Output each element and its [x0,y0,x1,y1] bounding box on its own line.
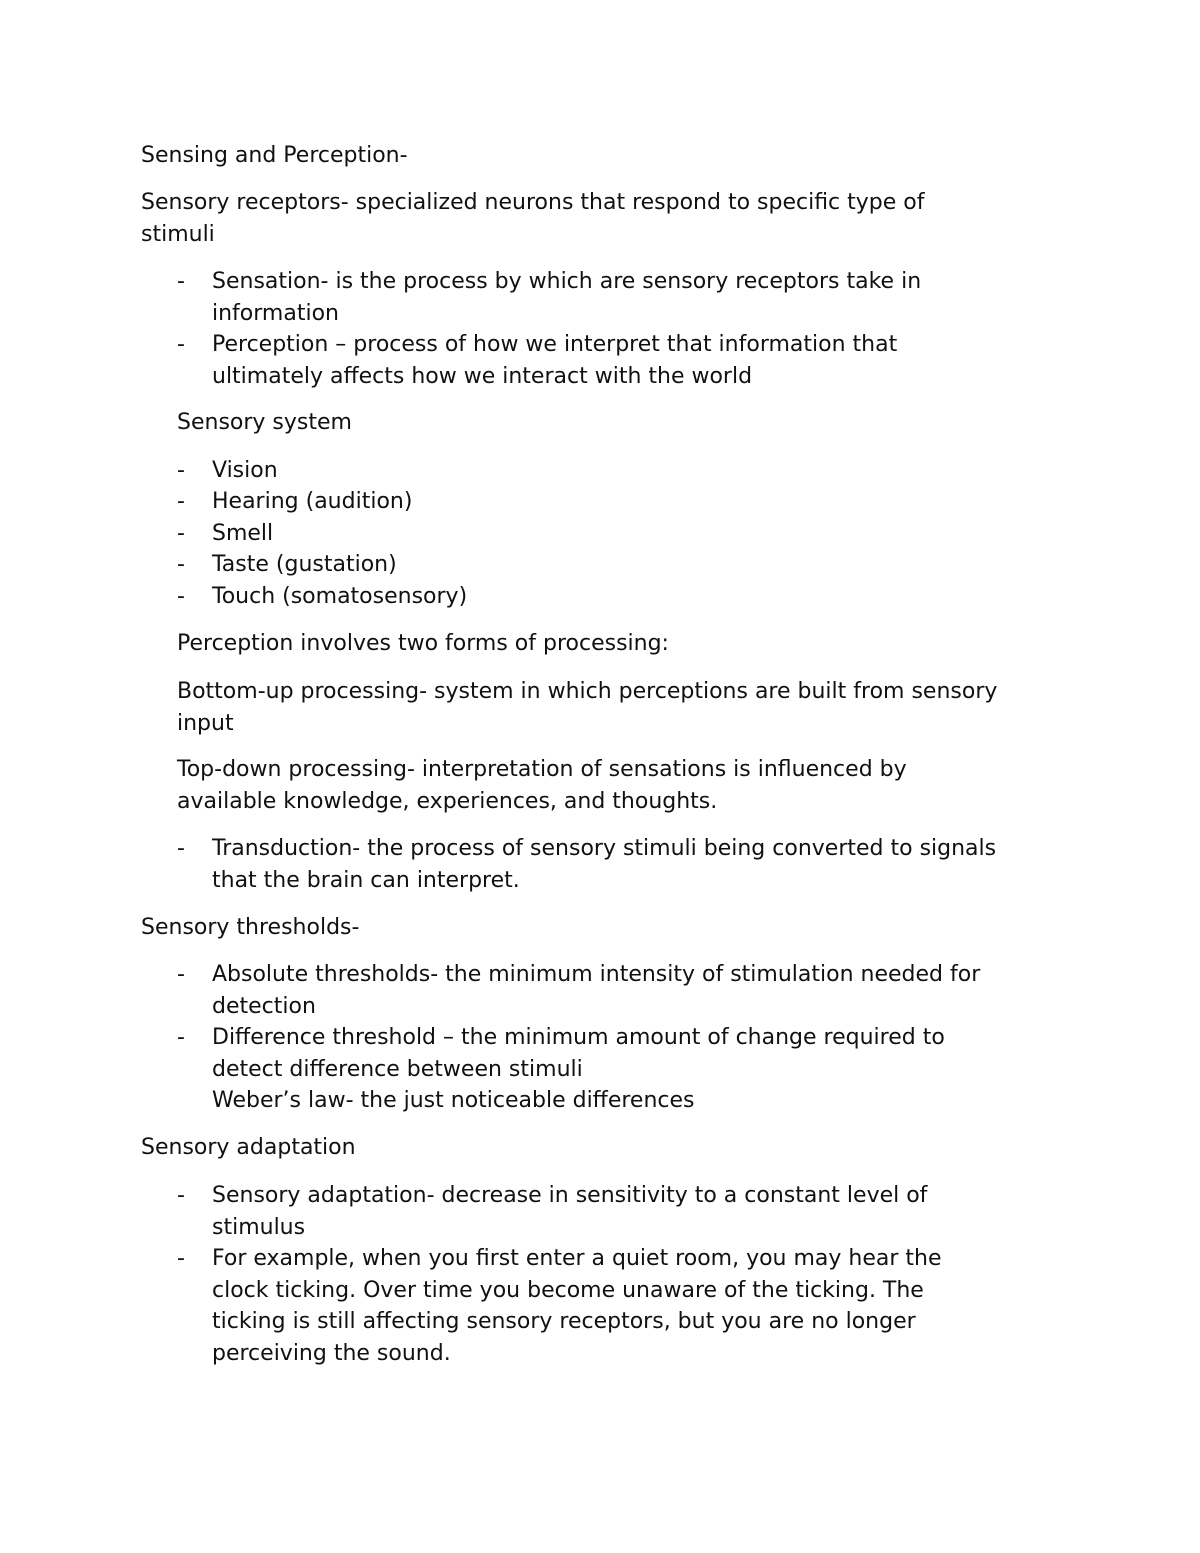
list-item-text: Smell [212,521,274,546]
bullet-dash: - [177,962,185,987]
top-down-line: Top-down processing- interpretation of sensations is influenced by [177,757,907,782]
bottom-up-line: Bottom-up processing- system in which perceptions are built from sensory [177,679,998,704]
adaptation-heading: Sensory adaptation [141,1135,356,1160]
sensory-system-heading: Sensory system [177,410,352,435]
top-down-paragraph [177,754,907,817]
list-item-line: Difference threshold – the minimum amount of change required to [212,1025,945,1050]
list-item-line: information [212,300,339,326]
perception-processing-text: Perception involves two forms of processing: [177,631,669,656]
list-item-line: Sensation- is the process by which are sensory receptors take in [212,269,922,294]
bullet-dash: - [177,584,185,609]
bullet-dash: - [177,489,185,514]
list-item-line: Weber’s law- the just noticeable differences [212,1088,695,1113]
document-title: Sensing and Perception- [141,143,408,168]
list-item-text: Taste (gustation) [212,552,397,577]
list-item-line: stimulus [212,1214,306,1240]
list-item-line: ultimately affects how we interact with the world [212,363,753,389]
list-item-line: detect difference between stimuli [212,1056,583,1082]
list-item-line: Absolute thresholds- the minimum intensity of stimulation needed for [212,962,981,987]
top-down-line: available knowledge, experiences, and thoughts. [177,788,718,814]
list-item-line: perceiving the sound. [212,1340,451,1366]
bullet-dash: - [177,458,185,483]
bottom-up-line: input [177,710,234,736]
thresholds-heading: Sensory thresholds- [141,915,360,940]
list-item-text [212,833,996,896]
list-item-line: that the brain can interpret. [212,867,520,893]
receptors-definition-line: stimuli [141,221,215,247]
bullet-dash: - [177,1183,185,1208]
receptors-definition [141,187,925,250]
list-item-text: Hearing (audition) [212,489,413,514]
list-item-line: Sensory adaptation- decrease in sensitivity to a constant level of [212,1183,928,1208]
bullet-dash: - [177,521,185,546]
bullet-dash: - [177,836,185,861]
list-item-text [212,329,897,392]
list-item-text [212,1180,927,1243]
list-item-line: detection [212,993,316,1019]
list-item-text [212,1243,942,1369]
receptors-definition-line: Sensory receptors- specialized neurons that respond to specific type of [141,190,925,215]
bullet-dash: - [177,552,185,577]
bullet-dash: - [177,269,185,294]
bullet-dash: - [177,1025,185,1050]
list-item-line: Transduction- the process of sensory stimuli being converted to signals [212,836,997,861]
list-item-text: Vision [212,458,278,483]
list-item-text [212,959,980,1022]
list-item-line: ticking is still affecting sensory receptors, but you are no longer [212,1309,916,1334]
bullet-dash: - [177,332,185,357]
bullet-dash: - [177,1246,185,1271]
list-item-line: clock ticking. Over time you become unaware of the ticking. The [212,1277,924,1303]
list-item-line: For example, when you first enter a quiet room, you may hear the [212,1246,942,1271]
bottom-up-paragraph [177,676,997,739]
list-item-text [212,1022,945,1117]
list-item-text [212,266,921,329]
list-item-text: Touch (somatosensory) [212,584,468,609]
list-item-line: Perception – process of how we interpret that information that [212,332,898,357]
